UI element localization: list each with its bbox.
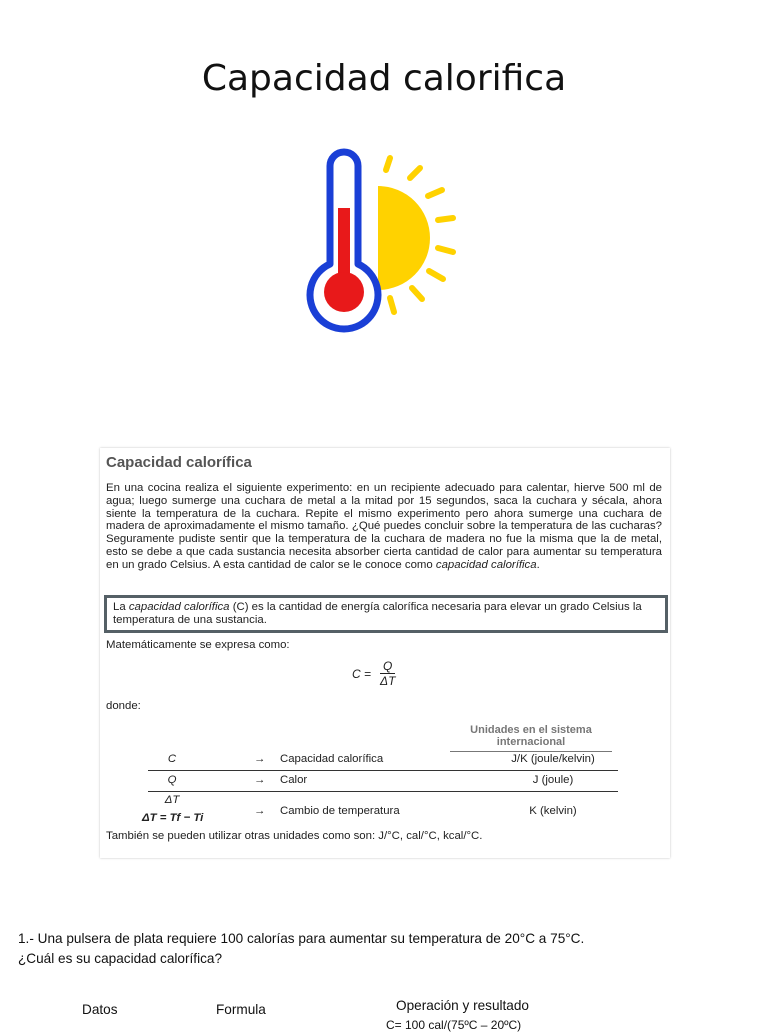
row-name: Calor	[280, 774, 308, 786]
units-header: Unidades en el sistema internacional	[450, 724, 612, 752]
row-symbol: C	[167, 753, 177, 765]
definition-term: capacidad calorífica	[128, 601, 230, 613]
textbook-excerpt	[100, 448, 670, 858]
math-intro: Matemáticamente se expresa como:	[106, 639, 290, 651]
formula-denominator: ΔT	[380, 674, 396, 688]
arrow-icon: →	[254, 753, 266, 765]
formula-fraction	[377, 660, 398, 688]
formula-lhs: C =	[352, 667, 372, 681]
row-symbol: Q	[167, 774, 177, 786]
row-name: Cambio de temperatura	[280, 805, 400, 817]
definition-box	[104, 595, 668, 633]
partial-operation: C= 100 cal/(75ºC – 20ºC)	[386, 1018, 522, 1032]
row-unit: K (kelvin)	[529, 805, 577, 817]
row-unit: J (joule)	[532, 774, 574, 786]
row-unit: J/K (joule/kelvin)	[511, 753, 595, 765]
excerpt-heading: Capacidad calorífica	[106, 454, 252, 471]
table-row	[148, 750, 618, 771]
row-symbol: ΔT	[164, 794, 180, 806]
paragraph-term: capacidad calorífica	[435, 558, 537, 571]
arrow-icon: →	[254, 805, 266, 817]
donde-label: donde:	[106, 700, 141, 712]
problem-line-2: ¿Cuál es su capacidad calorífica?	[18, 951, 223, 966]
thermometer-icon	[310, 152, 378, 329]
paragraph-text: En una cocina realiza el siguiente experimento: en un recipiente adecuado para calentar, hierve 500 ml de agua; luego sumerge una cuchara de metal a la mitad por 15 segundos, saca la cuchara y sécala, ahora siente la temperatura de la cuchara. Repite el mismo experimento pero ahora sumerge una cuchara de madera de aproximadamente el mismo tamaño. ¿Qué puedes concluir sobre la temperatura de las cucharas? Seguramente pudiste sentir que la temperatura de la cuchara de madera no fue la misma que la de metal, esto se debe a que cada sustancia necesita absorber cierta cantidad de calor para aumentar su temperatura en un grado Celsius. A esta cantidad de calor se le conoce como	[106, 482, 662, 571]
table-row	[142, 792, 618, 832]
sun-icon	[378, 158, 453, 312]
also-units-note: También se pueden utilizar otras unidades como son: J/°C, cal/°C, kcal/°C.	[106, 830, 483, 842]
thermometer-sun-icon	[300, 148, 470, 338]
capacity-formula	[352, 660, 398, 688]
arrow-icon: →	[254, 774, 266, 786]
slide-title: Capacidad calorifica	[201, 58, 567, 99]
units-table	[142, 750, 618, 832]
problem-line-1: 1.- Una pulsera de plata requiere 100 calorías para aumentar su temperatura de 20°C a 75°C.	[18, 931, 585, 946]
datos-label: Datos	[82, 1002, 118, 1017]
row-symbol-equation: ΔT = Tf − Ti	[142, 812, 204, 824]
definition-text: (C) es la cantidad de energía calorífica necesaria para elevar un grado Celsius la temperatura de una sustancia.	[113, 601, 642, 626]
row-name: Capacidad calorífica	[280, 753, 384, 765]
problem-statement	[18, 929, 758, 969]
formula-label: Formula	[216, 1002, 266, 1017]
table-row	[148, 771, 618, 792]
paragraph-end: .	[536, 558, 540, 571]
excerpt-paragraph	[106, 482, 662, 572]
formula-numerator: Q	[380, 660, 395, 674]
definition-pre: La	[113, 601, 129, 613]
operacion-label: Operación y resultado	[396, 998, 529, 1013]
